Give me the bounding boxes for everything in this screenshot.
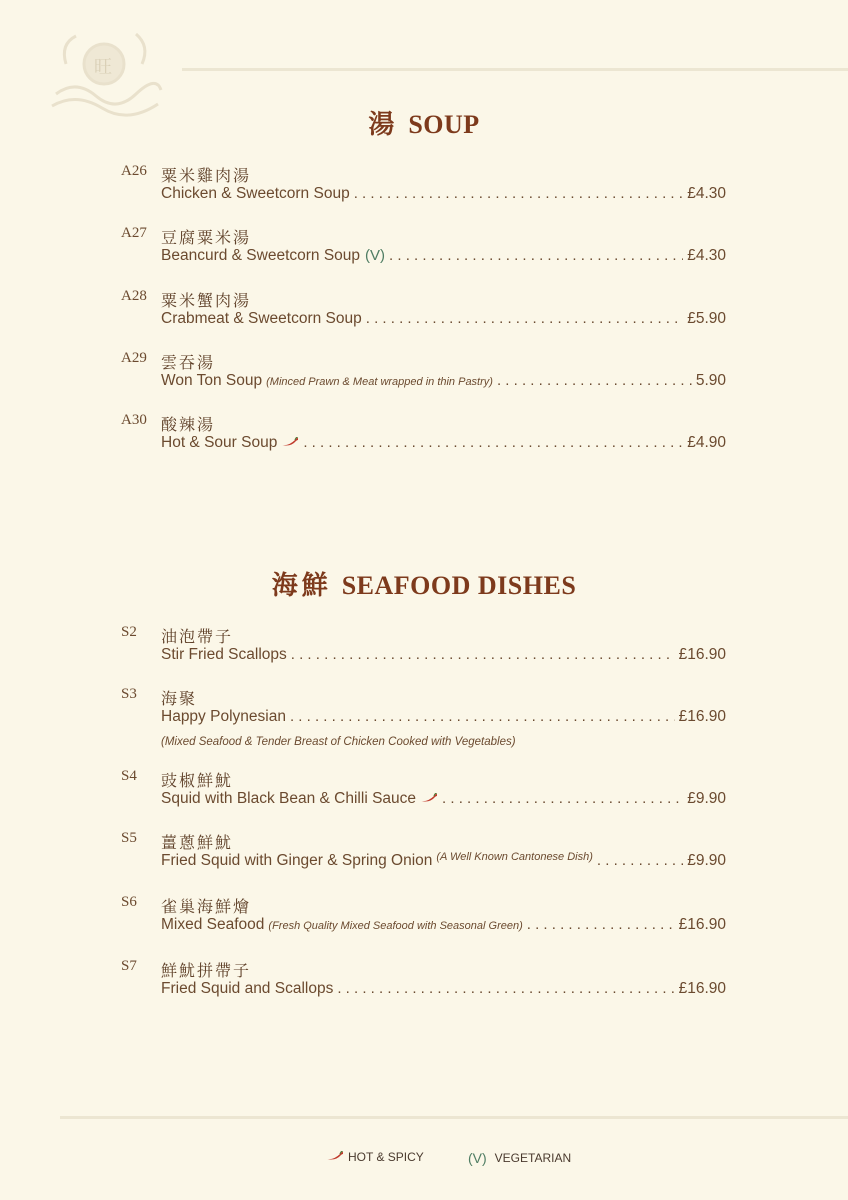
- item-name-en: Chicken & Sweetcorn Soup: [161, 185, 350, 202]
- legend-hot-label: HOT & SPICY: [348, 1150, 424, 1164]
- item-name-en: Won Ton Soup: [161, 372, 263, 389]
- item-price: £4.30: [687, 185, 726, 202]
- legend-hot: [326, 1150, 424, 1164]
- soup-section-title: [0, 104, 848, 141]
- item-price: £16.90: [678, 646, 726, 663]
- top-divider: [182, 68, 848, 71]
- item-code: S4: [121, 768, 137, 784]
- item-note: (A Well Known Cantonese Dish): [436, 852, 593, 863]
- leader-dots: [303, 434, 683, 451]
- item-price: £5.90: [687, 310, 726, 327]
- item-name-en: Beancurd & Sweetcorn Soup: [161, 247, 361, 264]
- leader-dots: [527, 916, 675, 933]
- legend-veg-label: VEGETARIAN: [494, 1151, 572, 1165]
- item-code: S2: [121, 624, 137, 640]
- leader-dots: [290, 708, 675, 725]
- legend-vegetarian: [468, 1150, 571, 1166]
- item-code: A30: [121, 412, 147, 428]
- item-name-en: Happy Polynesian: [161, 708, 286, 725]
- leader-dots: [291, 646, 675, 663]
- seafood-title-en: SEAFOOD DISHES: [341, 571, 577, 600]
- chilli-pepper-icon: [281, 434, 299, 452]
- item-price: £16.90: [678, 916, 726, 933]
- item-description: (Mixed Seafood & Tender Breast of Chicken Cooked with Vegetables): [161, 736, 516, 748]
- item-name-cn: 油泡帶子: [161, 627, 234, 646]
- leader-dots: [497, 372, 692, 389]
- item-price: £4.90: [687, 434, 726, 451]
- item-name-en: Hot & Sour Soup: [161, 434, 278, 451]
- item-name-en: Mixed Seafood: [161, 916, 265, 933]
- item-name-cn: 海聚: [161, 689, 198, 708]
- soup-title-cn: 湯: [368, 110, 399, 139]
- item-name-cn: 粟米蟹肉湯: [161, 291, 252, 310]
- item-note: (Minced Prawn & Meat wrapped in thin Pastry): [266, 376, 493, 388]
- vegetarian-badge: (V): [365, 247, 386, 264]
- chilli-pepper-icon: [326, 1150, 344, 1164]
- seafood-title-cn: 海鮮: [271, 571, 332, 600]
- item-price: 5.90: [695, 372, 726, 389]
- item-code: S5: [121, 830, 137, 846]
- soup-title-en: SOUP: [408, 110, 480, 139]
- item-name-cn: 豉椒鮮魷: [161, 771, 234, 790]
- item-name-en: Crabmeat & Sweetcorn Soup: [161, 310, 362, 327]
- item-name-cn: 鮮魷拼帶子: [161, 961, 252, 980]
- item-name-cn: 粟米雞肉湯: [161, 166, 252, 185]
- item-name-cn: 薑蔥鮮魷: [161, 833, 234, 852]
- leader-dots: [337, 980, 674, 997]
- item-name-en: Squid with Black Bean & Chilli Sauce: [161, 790, 417, 807]
- item-code: S3: [121, 686, 137, 702]
- item-code: A28: [121, 288, 147, 304]
- item-code: S7: [121, 958, 137, 974]
- item-note: (Fresh Quality Mixed Seafood with Seasonal Green): [268, 920, 523, 932]
- item-name-en: Fried Squid with Ginger & Spring Onion: [161, 852, 433, 869]
- item-code: S6: [121, 894, 137, 910]
- leader-dots: [442, 790, 683, 807]
- item-name-cn: 雀巢海鮮燴: [161, 897, 252, 916]
- item-code: A29: [121, 350, 147, 366]
- item-price: £9.90: [687, 852, 726, 869]
- item-name-cn: 豆腐粟米湯: [161, 228, 252, 247]
- item-price: £4.30: [687, 247, 726, 264]
- item-price: £16.90: [678, 980, 726, 997]
- leader-dots: [597, 852, 683, 869]
- item-name-en: Stir Fried Scallops: [161, 646, 287, 663]
- item-price: £9.90: [687, 790, 726, 807]
- leader-dots: [389, 247, 683, 264]
- item-code: A26: [121, 163, 147, 179]
- item-price: £16.90: [678, 708, 726, 725]
- leader-dots: [366, 310, 683, 327]
- item-name-cn: 雲吞湯: [161, 353, 216, 372]
- item-name-cn: 酸辣湯: [161, 415, 216, 434]
- item-name-en: Fried Squid and Scallops: [161, 980, 334, 997]
- bottom-divider: [60, 1116, 848, 1119]
- leader-dots: [354, 185, 684, 202]
- logo-character: 旺: [94, 57, 112, 78]
- chilli-pepper-icon: [420, 790, 438, 808]
- item-code: A27: [121, 225, 147, 241]
- vegetarian-mark: (V): [468, 1150, 487, 1166]
- seafood-section-title: [0, 565, 848, 602]
